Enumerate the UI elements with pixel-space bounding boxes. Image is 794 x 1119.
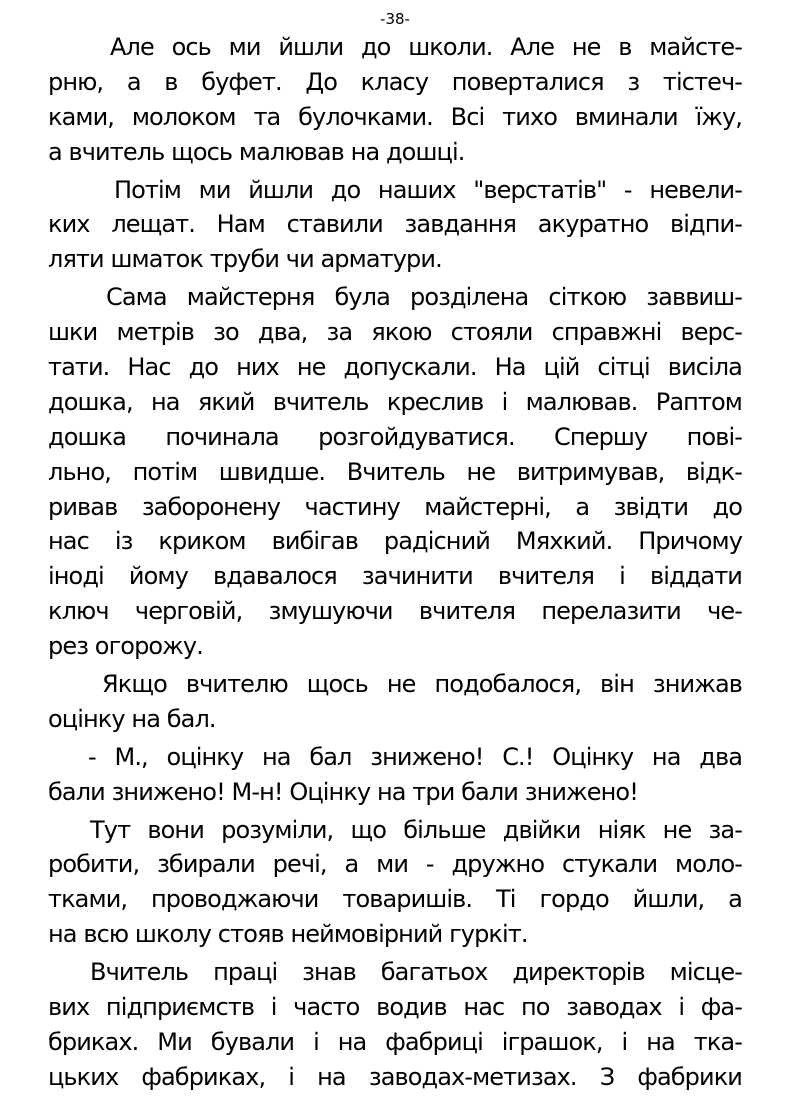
paragraph	[48, 740, 742, 810]
text-line: на всю школу стояв неймовірний гуркіт.	[48, 920, 528, 949]
paragraph	[48, 30, 742, 170]
text-line: цьких фабриках, і на заводах-метизах. З фабрики	[48, 1062, 742, 1091]
page-number: -38-	[380, 10, 410, 28]
text-line: ких лещат. Нам ставили завдання акуратно відпи-	[48, 210, 742, 239]
paragraph	[48, 955, 742, 1095]
text-line: льно, потім швидше. Вчитель не витримував, відк-	[48, 457, 742, 486]
paragraph	[48, 813, 742, 953]
text-line: дошка починала розгойдуватися. Спершу пові-	[48, 422, 742, 451]
text-line: нас із криком вибігав радісний Мяхкий. Причому	[48, 527, 742, 556]
text-line: ривав заборонену частину майстерні, а звідти до	[48, 492, 742, 521]
paragraph	[48, 280, 742, 664]
text-line: бали знижено! М-н! Оцінку на три бали знижено!	[48, 777, 638, 806]
text-line: дошка, на який вчитель креслив і малював. Раптом	[48, 387, 742, 416]
document-body	[48, 30, 742, 1095]
text-line: Потім ми йшли до наших "верстатів" - невели-	[114, 175, 742, 204]
text-line: іноді йому вдавалося зачинити вчителя і віддати	[48, 562, 742, 591]
text-line: Тут вони розуміли, що більше двійки ніяк не за-	[90, 815, 742, 844]
text-line: - М., оцінку на бал знижено! С.! Оцінку на два	[88, 742, 742, 771]
text-line: рез огорожу.	[48, 632, 203, 661]
text-line: Вчитель праці знав багатьох директорів місце-	[90, 958, 742, 987]
text-line: бриках. Ми бували і на фабриці іграшок, і на тка-	[48, 1027, 742, 1056]
text-line: робити, збирали речі, а ми - дружно стукали моло-	[48, 850, 742, 879]
text-line: шки метрів зо два, за якою стояли справжні верс-	[48, 318, 742, 347]
text-line: вих підприємств і часто водив нас по заводах і фа-	[48, 993, 742, 1022]
text-line: тати. Нас до них не допускали. На цій сітці висіла	[48, 353, 742, 382]
text-line: оцінку на бал.	[48, 704, 216, 733]
text-line: а вчитель щось малював на дошці.	[48, 137, 465, 166]
text-line: Сама майстерня була розділена сіткою заввиш-	[106, 283, 742, 312]
text-line: тками, проводжаючи товаришів. Ті гордо йшли, а	[48, 885, 742, 914]
text-line: ключ черговій, змушуючи вчителя перелазити че-	[48, 597, 742, 626]
text-line: Якщо вчителю щось не подобалося, він знижав	[102, 670, 742, 699]
text-line: ками, молоком та булочками. Всі тихо вминали їжу,	[48, 102, 742, 131]
paragraph	[48, 667, 742, 737]
paragraph	[48, 173, 742, 278]
document-page	[48, 0, 742, 1119]
text-line: рню, а в буфет. До класу поверталися з тістеч-	[48, 67, 742, 96]
text-line: ляти шматок труби чи арматури.	[48, 245, 442, 274]
text-line: Але ось ми йшли до школи. Але не в майсте-	[110, 33, 742, 61]
